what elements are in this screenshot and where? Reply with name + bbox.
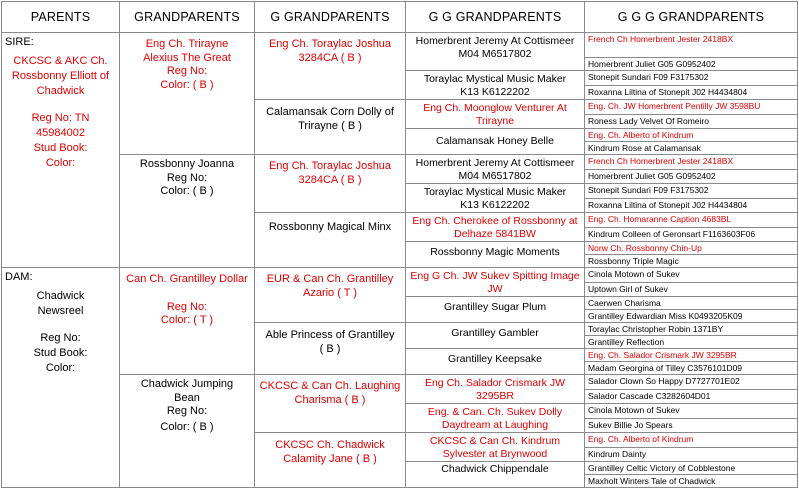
ggggp-17: Cinola Motown of Sukev <box>585 268 798 283</box>
gggp-11: Grantilley Gambler <box>406 323 585 349</box>
gggp-2: Toraylac Mystical Music Maker K13 K6122202 <box>406 71 585 100</box>
gggp-7: Eng Ch. Cherokee of Rossbonny at Delhaze 5841BW <box>406 213 585 242</box>
gggp-14: Eng. & Can. Ch. Sukev Dolly Daydream at Laughing <box>406 404 585 433</box>
gggp-16: Chadwick Chippendale <box>406 462 585 488</box>
ggggp-3: Stonepit Sundari F09 F3175302 <box>585 71 798 86</box>
ggggp-9: French Ch Homerbrent Jester 2418BX <box>585 155 798 170</box>
ggp-7: CKCSC & Can Ch. Laughing Charisma ( B ) <box>255 375 406 433</box>
ggggp-18: Uptown Girl of Sukev <box>585 282 798 297</box>
gp-4-reg: Reg No: <box>166 405 208 417</box>
header-gg-grandparents: G G GRANDPARENTS <box>406 2 585 33</box>
ggp-5: EUR & Can Ch. Grantilley Azario ( T ) <box>255 268 406 323</box>
ggggp-5: Eng. Ch. JW Homerbrent Pentilly JW 3598BU <box>585 100 798 115</box>
ggggp-13: Eng. Ch. Homaranne Caption 4683BL <box>585 213 798 228</box>
sire-reg: Reg No: TN 45984002 <box>31 112 90 139</box>
ggggp-23: Eng. Ch. Salador Crismark JW 3295BR <box>585 349 798 362</box>
dam-cell <box>2 268 120 488</box>
sire-name: CKCSC & AKC Ch. Rossbonny Elliott of Chadwick <box>11 55 110 97</box>
gp-2-color: Color: ( B ) <box>160 185 214 197</box>
gggp-10: Grantilley Sugar Plum <box>406 297 585 323</box>
gggp-9: Eng G Ch. JW Sukev Spitting Image JW <box>406 268 585 297</box>
ggggp-26: Salador Cascade C3282604D01 <box>585 389 798 404</box>
ggggp-4: Roxanna Liltina of Stonepit J02 H4434804 <box>585 85 798 100</box>
ggggp-11: Stonepit Sundari F09 F3175302 <box>585 184 798 199</box>
gggp-15: CKCSC & Can Ch. Kindrum Sylvester at Brynwood <box>406 433 585 462</box>
ggp-3: Eng Ch. Toraylac Joshua 3284CA ( B ) <box>255 155 406 213</box>
dam-name: Chadwick Newsreel <box>36 290 85 317</box>
gp-3-color: Color: ( T ) <box>160 314 214 326</box>
gggp-1: Homerbrent Jeremy At Cottismeer M04 M6517802 <box>406 33 585 71</box>
dam-label: DAM: <box>5 271 33 283</box>
gp-1: Eng Ch. Trirayne Alexius The Great Reg No: Color: ( B ) <box>120 33 255 155</box>
header-row <box>2 2 798 33</box>
sire-label: SIRE: <box>5 36 34 48</box>
ggggp-31: Grantilley Celtic Victory of Cobblestone <box>585 462 798 475</box>
sire-stud-book: Stud Book: <box>33 142 88 154</box>
ggggp-29: Eng. Ch. Alberto of Kindrum <box>585 433 798 448</box>
ggggp-30: Kindrum Dainty <box>585 447 798 462</box>
gggp-12: Grantilley Keepsake <box>406 349 585 375</box>
ggggp-10: Homerbrent Juliet G05 G0952402 <box>585 169 798 184</box>
dam-color: Color: <box>45 362 76 374</box>
dam-stud-book: Stud Book: <box>33 347 88 359</box>
ggggp-28: Sukev Billie Jo Spears <box>585 418 798 433</box>
ggggp-2: Homerbrent Juliet G05 G0952402 <box>585 58 798 71</box>
header-g-grandparents: G GRANDPARENTS <box>255 2 406 33</box>
ggggp-19: Caerwen Charisma <box>585 297 798 310</box>
ggggp-1: French Ch Homerbrent Jester 2418BX <box>585 33 798 58</box>
gggp-8: Rossbonny Magic Moments <box>406 242 585 268</box>
gp-1-reg: Reg No: <box>166 65 208 77</box>
ggggp-6: Roness Lady Velvet Of Romeiro <box>585 114 798 129</box>
pedigree-table <box>1 1 798 488</box>
ggp-1: Eng Ch. Toraylac Joshua 3284CA ( B ) <box>255 33 406 100</box>
ggp-6: Able Princess of Grantilley ( B ) <box>255 323 406 375</box>
ggggp-16: Rossbonny Triple Magic <box>585 255 798 268</box>
ggggp-24: Madam Georgina of Tilley C3576101D09 <box>585 362 798 375</box>
ggggp-25: Salador Clown So Happy D7727701E02 <box>585 375 798 390</box>
gp-2: Rossbonny Joanna Reg No: Color: ( B ) <box>120 155 255 268</box>
ggggp-12: Roxanna Liltina of Stonepit J02 H4434804 <box>585 198 798 213</box>
ggggp-21: Toraylac Christopher Robin 1371BY <box>585 323 798 336</box>
header-grandparents: GRANDPARENTS <box>120 2 255 33</box>
gggp-4: Calamansak Honey Belle <box>406 129 585 155</box>
ggp-8: CKCSC Ch. Chadwick Calamity Jane ( B ) <box>255 433 406 488</box>
dam-reg: Reg No: <box>40 332 81 344</box>
ggggp-8: Kindrum Rose at Calamansak <box>585 142 798 155</box>
ggggp-27: Cinola Motown of Sukev <box>585 404 798 419</box>
header-ggg-grandparents: G G G GRANDPARENTS <box>585 2 798 33</box>
gp-4-color: Color: ( B ) <box>160 420 214 433</box>
gggp-13: Eng Ch. Salador Crismark JW 3295BR <box>406 375 585 404</box>
gp-3: Can Ch. Grantilley Dollar Reg No: Color: ( T ) <box>120 268 255 375</box>
ggggp-14: Kindrum Colleen of Geronsart F1163603F06 <box>585 227 798 242</box>
header-parents: PARENTS <box>2 2 120 33</box>
ggggp-15: Norw Ch. Rossbonny Chin-Up <box>585 242 798 255</box>
ggggp-7: Eng. Ch. Alberto of Kindrum <box>585 129 798 142</box>
gp-2-reg: Reg No: <box>166 171 208 184</box>
ggggp-20: Grantilley Edwardian Miss K0493205K09 <box>585 310 798 323</box>
gggp-5: Homerbrent Jeremy At Cottismeer M04 M6517802 <box>406 155 585 184</box>
ggggp-22: Grantilley Reflection <box>585 336 798 349</box>
sire-cell <box>2 33 120 268</box>
gp-4: Chadwick Jumping Bean Reg No: Color: ( B ) <box>120 375 255 488</box>
ggp-2: Calamansak Corn Dolly of Trirayne ( B ) <box>255 100 406 155</box>
gggp-3: Eng Ch. Moonglow Venturer At Trirayne <box>406 100 585 129</box>
gp-3-reg: Reg No: <box>166 300 208 313</box>
gggp-6: Toraylac Mystical Music Maker K13 K6122202 <box>406 184 585 213</box>
gp-1-color: Color: ( B ) <box>160 78 214 91</box>
ggggp-32: Maxholt Winters Tale of Chadwick <box>585 475 798 488</box>
ggp-4: Rossbonny Magical Minx <box>255 213 406 268</box>
sire-color: Color: <box>45 157 76 169</box>
